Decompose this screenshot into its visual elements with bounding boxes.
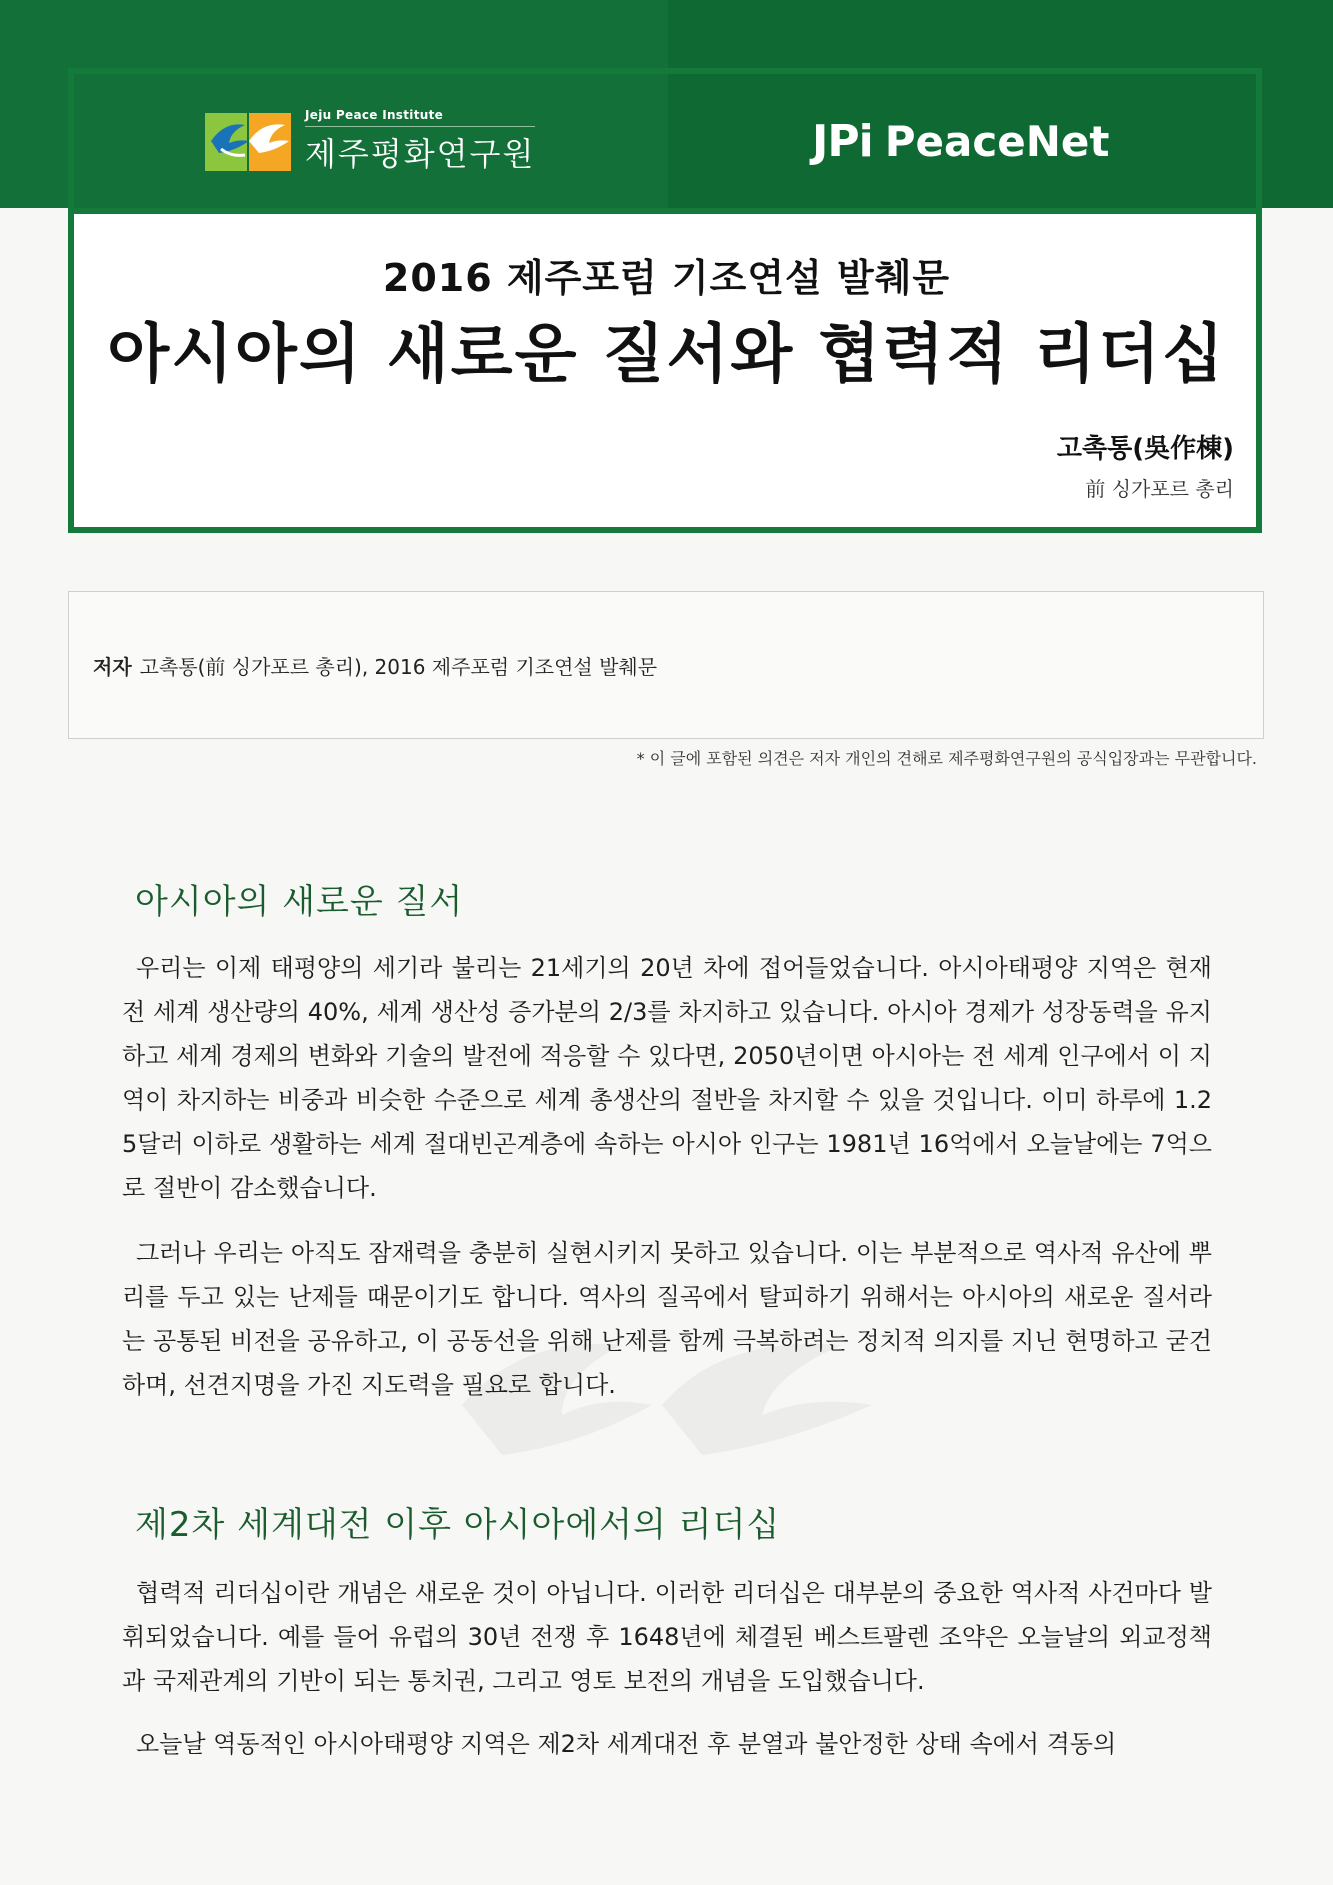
institute-name-en: Jeju Peace Institute [305, 108, 535, 127]
title-frame-divider [74, 208, 1256, 214]
peacenet-logo-text: PeaceNet [884, 117, 1110, 166]
author-info-text: 고촉통(前 싱가포르 총리), 2016 제주포럼 기조연설 발췌문 [139, 655, 658, 679]
author-info-label: 저자 [93, 655, 132, 679]
document-subtitle: 2016 제주포럼 기조연설 발췌문 [382, 256, 951, 300]
paragraph-leadership-1: 협력적 리더십이란 개념은 새로운 것이 아닙니다. 이러한 리더십은 대부분의 중요한 역사적 사건마다 발휘되었습니다. 예를 들어 유럽의 30년 전쟁 후 1648년에 체결된 베스트팔렌 조약은 오늘날의 외교정책과 국제관계의 기반이 되는 통치권, 그리고 영토 보전의 개념을 도입했습니다. [122, 1579, 1212, 1695]
paragraph-leadership-2: 오늘날 역동적인 아시아태평양 지역은 제2차 세계대전 후 분열과 불안정한 상태 속에서 격동의 [136, 1730, 1117, 1758]
author-name: 고촉통(吳作棟) [1056, 434, 1234, 464]
paragraph-new-order-1: 우리는 이제 태평양의 세기라 불리는 21세기의 20년 차에 접어들었습니다. 아시아태평양 지역은 현재 전 세계 생산량의 40%, 세계 생산성 증가분의 2/3를 차지하고 있습니다. 아시아 경제가 성장동력을 유지하고 세계 경제의 변화와 기술의 발전에 적응할 수 있다면, 2050년이면 아시아는 전 세계 인구에서 이 지역이 차지하는 비중과 비슷한 수준으로 세계 총생산의 절반을 차지할 수 있을 것입니다. 이미 하루에 1.25달러 이하로 생활하는 세계 절대빈곤계층에 속하는 아시아 인구는 1981년 16억에서 오늘날에는 7억으로 절반이 감소했습니다. [122, 954, 1212, 1202]
section-heading-postwar-leadership: 제2차 세계대전 이후 아시아에서의 리더십 [135, 1505, 781, 1545]
jeju-peace-institute-logo[interactable] [205, 108, 535, 175]
author-role: 前 싱가포르 총리 [1085, 477, 1234, 501]
institute-name-ko: 제주평화연구원 [305, 135, 536, 173]
peacenet-logo[interactable] [812, 116, 1109, 167]
author-info-box [68, 591, 1264, 739]
paragraph-new-order-2: 그러나 우리는 아직도 잠재력을 충분히 실현시키지 못하고 있습니다. 이는 부분적으로 역사적 유산에 뿌리를 두고 있는 난제들 때문이기도 합니다. 역사의 질곡에서 탈피하기 위해서는 아시아의 새로운 질서라는 공통된 비전을 공유하고, 이 공동선을 위해 난제를 함께 극복하려는 정치적 의지를 지닌 현명하고 굳건하며, 선견지명을 가진 지도력을 필요로 합니다. [122, 1239, 1212, 1399]
document-title: 아시아의 새로운 질서와 협력적 리더십 [107, 318, 1226, 392]
disclaimer-note: * 이 글에 포함된 의견은 저자 개인의 견해로 제주평화연구원의 공식입장과는 무관합니다. [636, 749, 1257, 768]
dove-logo-icon [205, 111, 293, 173]
section-heading-new-order: 아시아의 새로운 질서 [135, 882, 464, 922]
author-info-line [93, 651, 657, 680]
jpi-logo-text: JPi [812, 116, 873, 167]
